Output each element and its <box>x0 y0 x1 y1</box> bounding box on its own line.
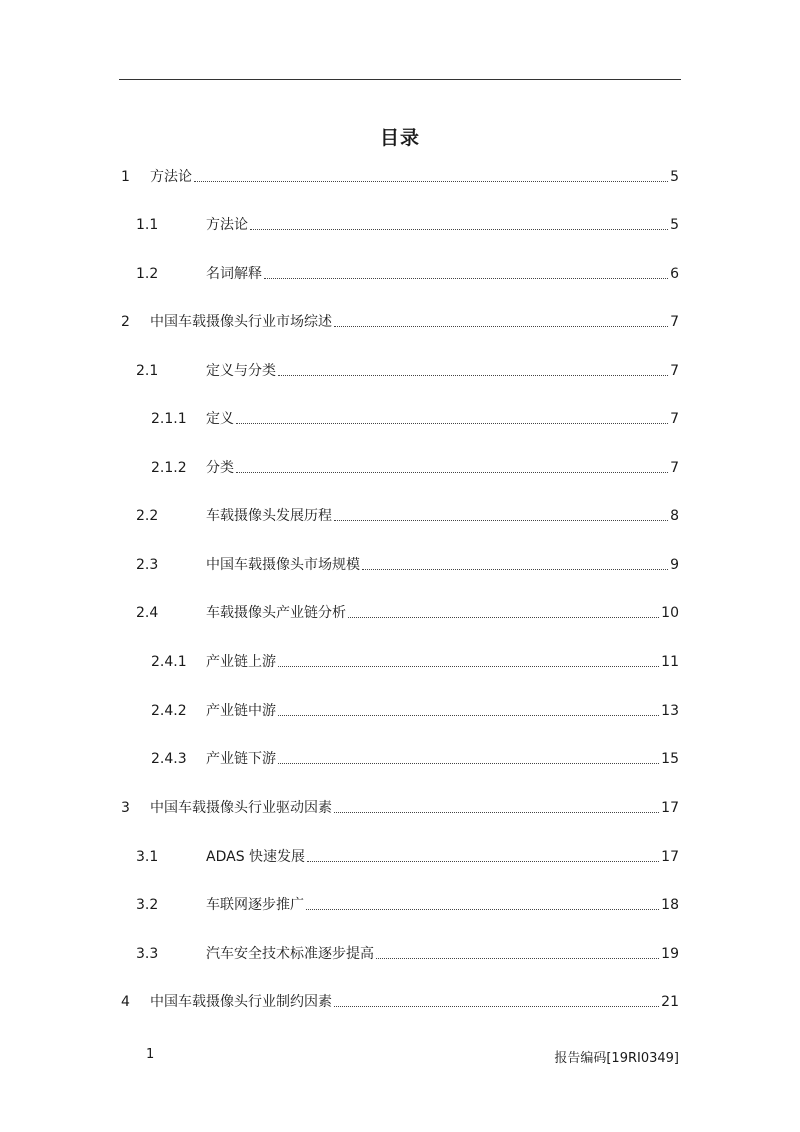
toc-entry-page: 7 <box>670 363 679 379</box>
toc-entry-label: 中国车载摄像头市场规模 <box>206 557 360 573</box>
toc-entry-2-2[interactable] <box>136 506 679 526</box>
dot-leader <box>264 278 668 279</box>
toc-entry-page: 18 <box>661 897 679 913</box>
toc-entry-2-4[interactable] <box>136 603 679 623</box>
toc-entry-2-4-1[interactable] <box>151 652 679 672</box>
toc-entry-number: 3.1 <box>136 849 159 865</box>
toc-entry-label: 产业链上游 <box>206 654 276 670</box>
dot-leader <box>236 423 668 424</box>
toc-entry-1[interactable] <box>121 167 679 187</box>
toc-entry-page: 9 <box>670 557 679 573</box>
toc-entry-label: 车载摄像头产业链分析 <box>206 605 346 621</box>
toc-entry-page: 7 <box>670 314 679 330</box>
toc-entry-page: 10 <box>661 605 679 621</box>
toc-entry-number: 2 <box>121 314 130 330</box>
toc-entry-number: 2.1 <box>136 363 159 379</box>
toc-entry-label: 名词解释 <box>206 266 262 282</box>
toc-entry-page: 19 <box>661 946 679 962</box>
toc-entry-page: 17 <box>661 849 679 865</box>
toc-entry-2-4-2[interactable] <box>151 701 679 721</box>
dot-leader <box>278 763 659 764</box>
toc-entry-number: 2.4 <box>136 605 159 621</box>
toc-entry-3-1[interactable] <box>136 847 679 867</box>
toc-entry-page: 17 <box>661 800 679 816</box>
toc-title: 目录 <box>379 127 420 149</box>
toc-entry-number: 2.2 <box>136 508 159 524</box>
toc-entry-label: 定义与分类 <box>206 363 276 379</box>
toc-entry-page: 13 <box>661 703 679 719</box>
toc-entry-label: 产业链下游 <box>206 751 276 767</box>
toc-entry-number: 1.1 <box>136 217 159 233</box>
toc-entry-page: 6 <box>670 266 679 282</box>
toc-entry-label: 产业链中游 <box>206 703 276 719</box>
toc-entry-label: 分类 <box>206 460 234 476</box>
toc-entry-label: 中国车载摄像头行业驱动因素 <box>150 800 332 816</box>
toc-entry-page: 7 <box>670 460 679 476</box>
toc-entry-page: 15 <box>661 751 679 767</box>
dot-leader <box>278 375 668 376</box>
toc-entry-2-1-2[interactable] <box>151 458 679 478</box>
dot-leader <box>306 909 659 910</box>
toc-entry-4[interactable] <box>121 992 679 1012</box>
toc-entry-label: 定义 <box>206 411 234 427</box>
dot-leader <box>236 472 668 473</box>
dot-leader <box>278 715 659 716</box>
toc-entry-number: 4 <box>121 994 130 1010</box>
toc-entry-number: 2.1.2 <box>151 460 187 476</box>
dot-leader <box>278 666 659 667</box>
dot-leader <box>307 861 659 862</box>
dot-leader <box>250 229 668 230</box>
toc-entry-number: 2.4.2 <box>151 703 187 719</box>
footer-page-number: 1 <box>146 1047 155 1062</box>
dot-leader <box>194 181 668 182</box>
toc-entry-number: 3 <box>121 800 130 816</box>
toc-entry-number: 3.2 <box>136 897 159 913</box>
dot-leader <box>334 326 668 327</box>
footer-report-code: 报告编码[19RI0349] <box>554 1051 679 1066</box>
toc-entry-3-2[interactable] <box>136 895 679 915</box>
toc-entry-3-3[interactable] <box>136 944 679 964</box>
toc-entry-label: 中国车载摄像头行业制约因素 <box>150 994 332 1010</box>
toc-entry-page: 5 <box>670 217 679 233</box>
toc-entry-2-4-3[interactable] <box>151 749 679 769</box>
dot-leader <box>362 569 668 570</box>
toc-entry-1-1[interactable] <box>136 215 679 235</box>
dot-leader <box>334 812 659 813</box>
toc-entry-number: 2.1.1 <box>151 411 187 427</box>
toc-entry-label: 车载摄像头发展历程 <box>206 508 332 524</box>
toc-entry-number: 2.4.3 <box>151 751 187 767</box>
toc-entry-number: 2.4.1 <box>151 654 187 670</box>
dot-leader <box>376 958 659 959</box>
toc-entry-page: 8 <box>670 508 679 524</box>
header-rule <box>119 79 681 80</box>
toc-entry-3[interactable] <box>121 798 679 818</box>
toc-entry-number: 1 <box>121 169 130 185</box>
toc-entry-page: 21 <box>661 994 679 1010</box>
toc-entry-label: 方法论 <box>206 217 248 233</box>
dot-leader <box>348 617 659 618</box>
toc-entry-2-1[interactable] <box>136 361 679 381</box>
toc-entry-number: 1.2 <box>136 266 159 282</box>
toc-entry-page: 5 <box>670 169 679 185</box>
toc-entry-number: 2.3 <box>136 557 159 573</box>
dot-leader <box>334 1006 659 1007</box>
toc-entry-page: 11 <box>661 654 679 670</box>
toc-entry-number: 3.3 <box>136 946 159 962</box>
toc-entry-label: 汽车安全技术标准逐步提高 <box>206 946 374 962</box>
toc-entry-label: 方法论 <box>150 169 192 185</box>
toc-entry-label: ADAS 快速发展 <box>206 849 306 865</box>
toc-entry-2[interactable] <box>121 312 679 332</box>
dot-leader <box>334 520 668 521</box>
toc-entry-label: 车联网逐步推广 <box>206 897 304 913</box>
toc-entry-label: 中国车载摄像头行业市场综述 <box>150 314 332 330</box>
toc-entry-1-2[interactable] <box>136 264 679 284</box>
toc-entry-page: 7 <box>670 411 679 427</box>
toc-entry-2-1-1[interactable] <box>151 409 679 429</box>
toc-entry-2-3[interactable] <box>136 555 679 575</box>
